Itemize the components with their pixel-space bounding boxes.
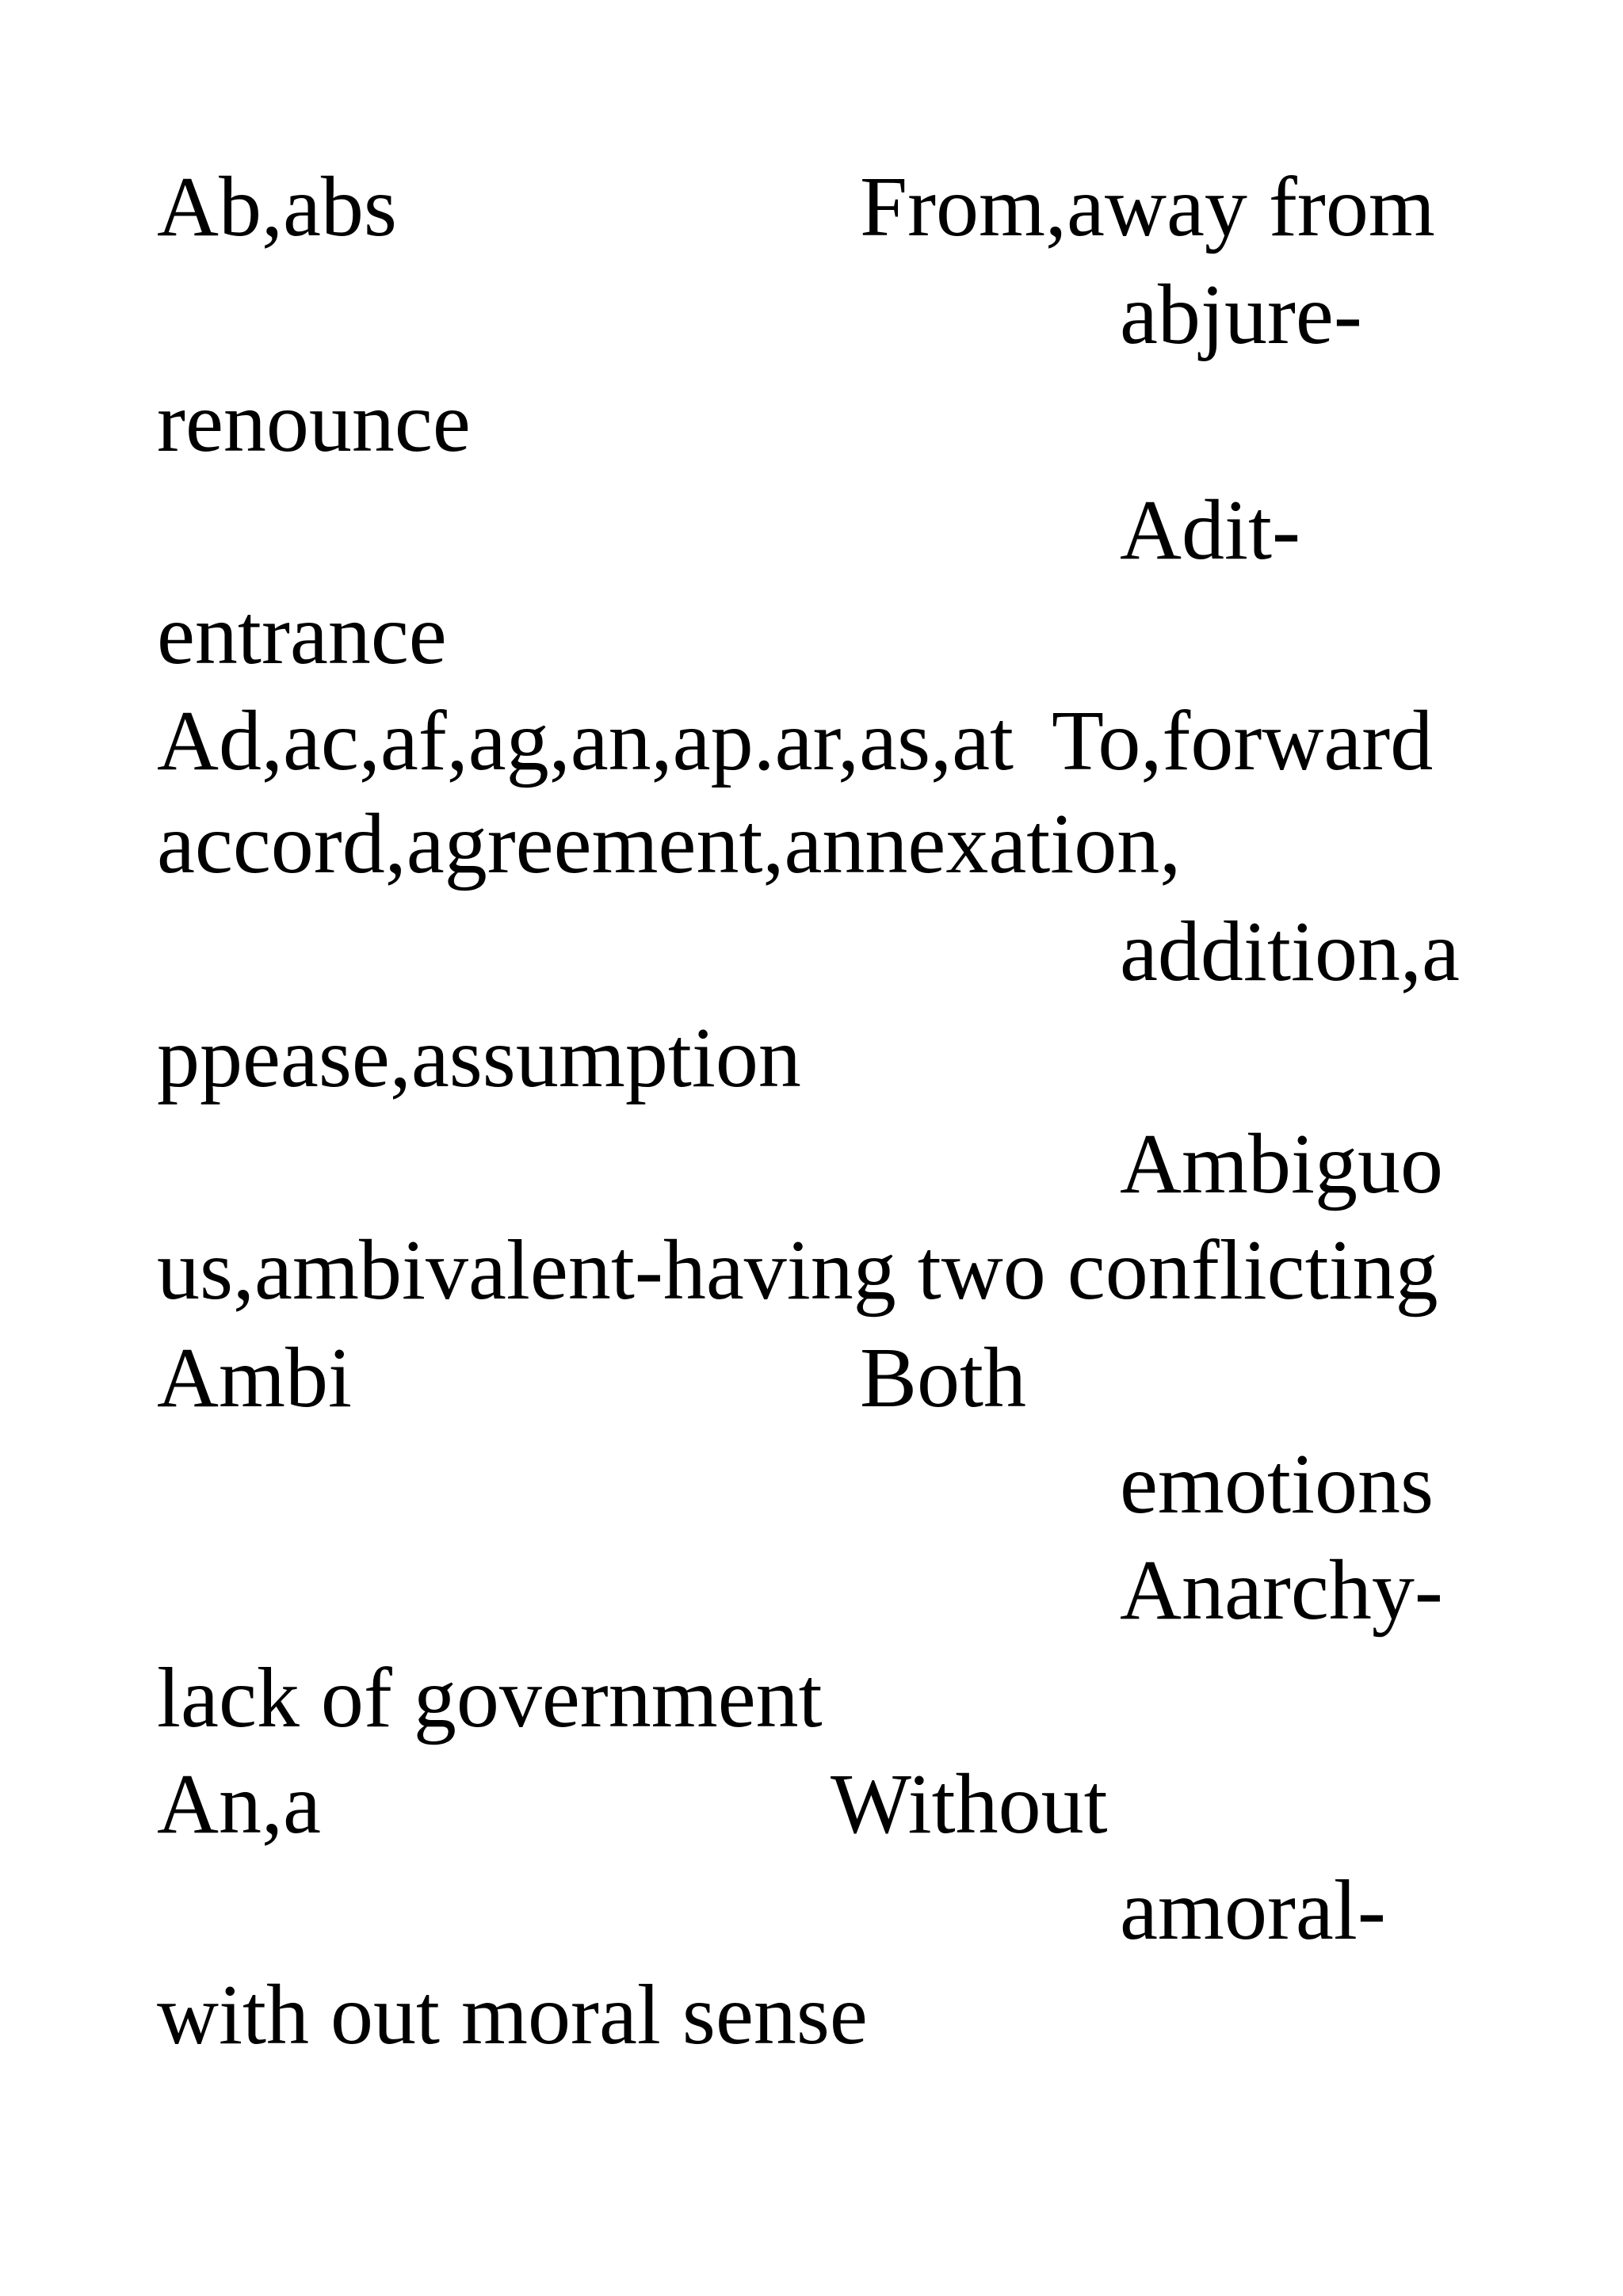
example-line: amoral- bbox=[1120, 1863, 1386, 1958]
example-line: ppease,assumption bbox=[157, 1011, 801, 1105]
example-line: entrance bbox=[157, 588, 447, 682]
root-meaning: Without bbox=[831, 1757, 1108, 1852]
example-line: abjure- bbox=[1120, 268, 1362, 362]
root-term: An,a bbox=[157, 1757, 321, 1852]
example-line: Adit- bbox=[1120, 483, 1300, 578]
root-meaning: From,away from bbox=[860, 160, 1435, 254]
example-line: lack of government bbox=[157, 1651, 823, 1745]
root-term: Ambi bbox=[157, 1331, 353, 1425]
example-line: renounce bbox=[157, 376, 471, 470]
example-line: addition,a bbox=[1120, 905, 1460, 999]
example-line: accord,agreement,annexation, bbox=[157, 797, 1182, 891]
root-meaning: To,forward bbox=[1052, 694, 1434, 788]
root-term: Ad,ac,af,ag,an,ap.ar,as,at bbox=[157, 694, 1014, 788]
example-line: us,ambivalent-having two conflicting bbox=[157, 1223, 1438, 1318]
example-line: Ambiguo bbox=[1120, 1117, 1444, 1211]
example-line: Anarchy- bbox=[1120, 1543, 1443, 1638]
root-meaning: Both bbox=[860, 1331, 1027, 1425]
example-line: with out moral sense bbox=[157, 1968, 868, 2062]
example-line: emotions bbox=[1120, 1437, 1434, 1531]
root-term: Ab,abs bbox=[157, 160, 397, 254]
